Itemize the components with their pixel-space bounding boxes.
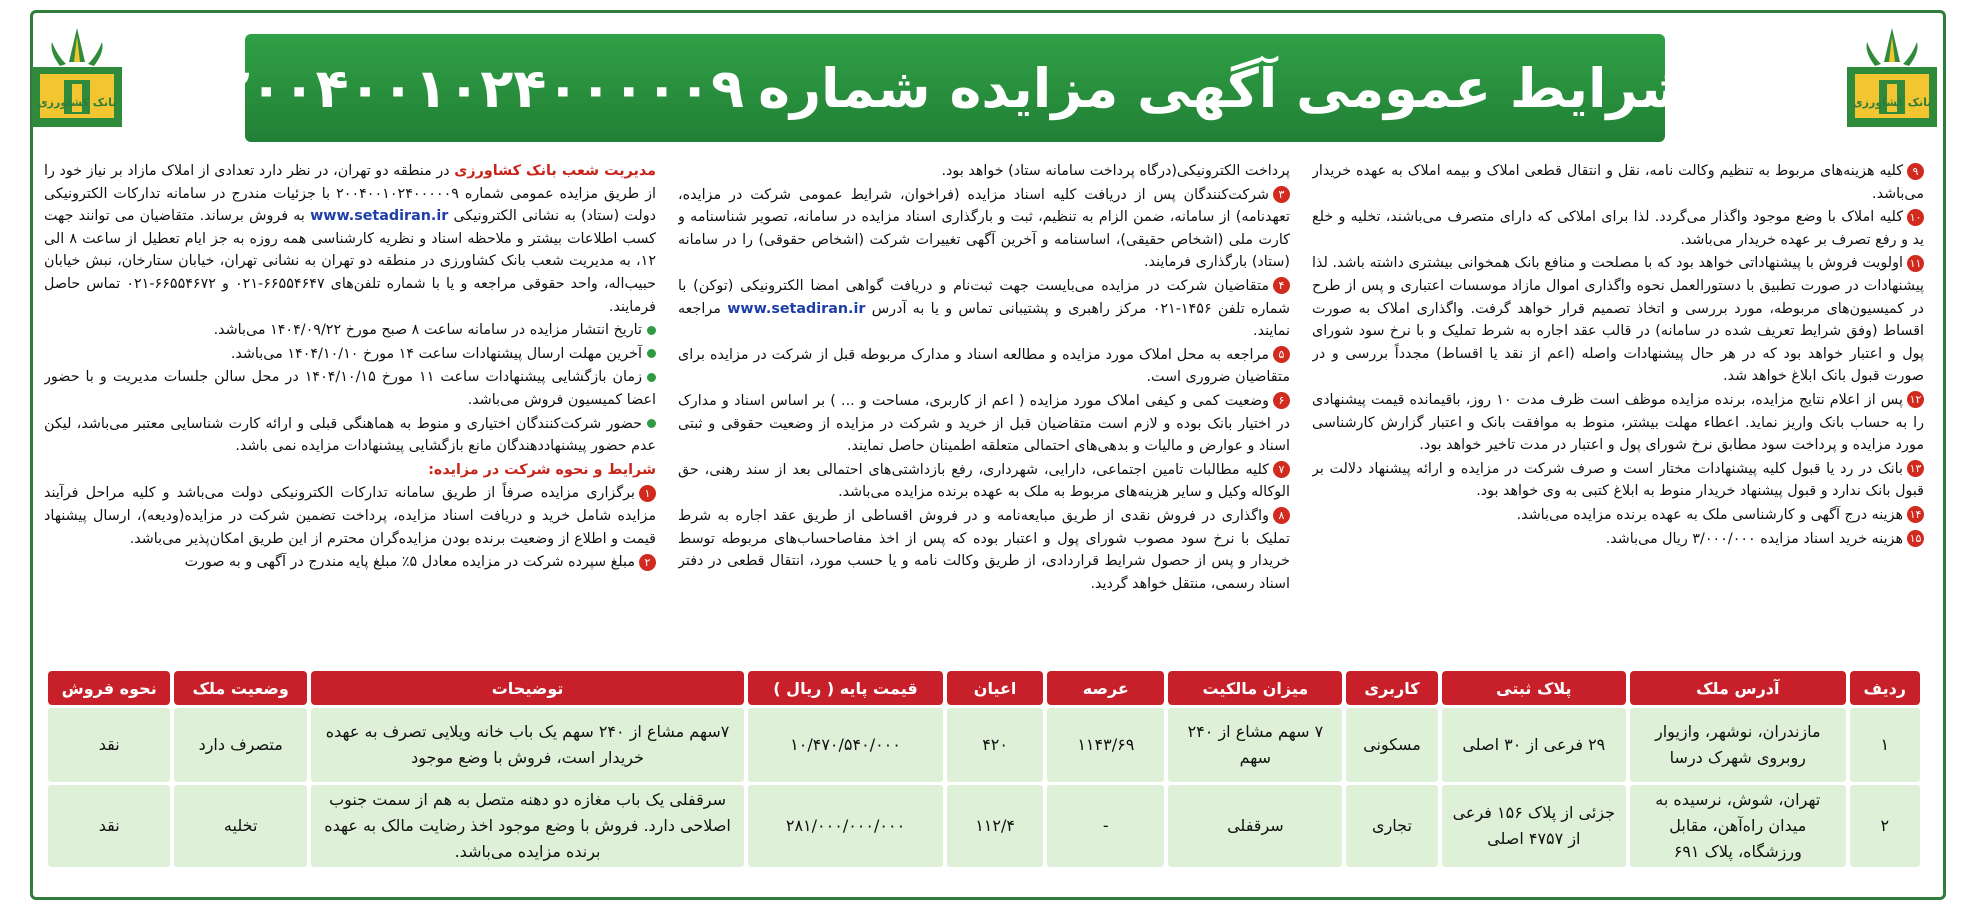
condition-text: کلیه هزینه‌های مربوط به تنظیم وکالت نامه، نقل و انتقال قطعی املاک و بیمه املاک به عهده خریدار می‌باشد.: [1312, 163, 1924, 202]
col-header-address: آدرس ملک: [1630, 671, 1846, 705]
condition-text: هزینه درج آگهی و کارشناسی ملک به عهده برنده مزایده می‌باشد.: [1516, 506, 1903, 523]
table-row: [48, 785, 1920, 867]
col-header-usage: کاربری: [1346, 671, 1437, 705]
intro-paragraph: [44, 160, 656, 318]
number-badge: ۱: [639, 485, 656, 502]
condition-text: برگزاری مزایده صرفاً از طریق سامانه تدارکات الکترونیکی دولت می‌باشد و کلیه مراحل فرآیند مزایده شامل خرید و دریافت اسناد مزایده، پرداخت تضمین شرکت در مزایده(ودیعه)، ارسال پیشنهاد قیمت و اطلاع از وضعیت برنده بودن مزایده‌گران محترم از این طریق امکان‌پذیر می‌باشد.: [44, 485, 656, 547]
cell-land: -: [1047, 785, 1164, 867]
condition-item-8: [678, 505, 1290, 595]
bullet-text: زمان بازگشایی پیشنهادات ساعت ۱۱ مورخ ۱۴۰۴/۱۰/۱۵ در محل سالن جلسات مدیریت و با حضور اعضا کمیسیون فروش می‌باشد.: [44, 369, 656, 408]
cell-ownership: سرقفلی: [1168, 785, 1342, 867]
number-badge: ۱۵: [1907, 530, 1924, 547]
property-table-wrap: [44, 668, 1924, 870]
intro-bank-name: مدیریت شعب بانک کشاورزی: [454, 163, 656, 179]
condition-item-1: [44, 482, 656, 550]
bullet-opening: [44, 366, 656, 411]
title-banner: [216, 34, 1694, 142]
number-badge: ۱۰: [1907, 209, 1924, 226]
condition-text: مبلغ سپرده شرکت در مزایده معادل ۵٪ مبلغ پایه مندرج در آگهی و به صورت: [184, 554, 635, 571]
condition-text: کلیه املاک با وضع موجود واگذار می‌گردد. لذا برای املاکی که دارای متصرف می‌باشند، تخلیه و خلع ید و رفع تصرف بر عهده خریدار می‌باشد.: [1312, 209, 1924, 248]
cell-plaque: جزئی از پلاک ۱۵۶ فرعی از ۴۷۵۷ اصلی: [1442, 785, 1626, 867]
number-badge: ۶: [1273, 392, 1290, 409]
bullet-icon: [647, 349, 656, 358]
cell-sale-type: نقد: [48, 785, 170, 867]
number-badge: ۷: [1273, 461, 1290, 478]
conditions-heading: شرایط و نحوه شرکت در مزایده:: [428, 461, 656, 478]
number-badge: ۱۴: [1907, 506, 1924, 523]
bank-logo-left-icon: [22, 22, 132, 132]
condition-item-9: [1312, 160, 1924, 205]
condition-text: واگذاری در فروش نقدی از طریق مبایعه‌نامه و در فروش اقساطی از طریق عقد اجاره به شرط تملیک با نرخ سود مصوب شورای پول و اعتبار بوده که پس از اخذ مفاصاحساب‌های مربوطه توسط خریدار و پس از حصول شرایط قراردادی، از طریق وکالت نامه و یا حسب مورد، انتقال قطعی در دفتر اسناد رسمی، منتقل خواهد گردید.: [678, 507, 1290, 592]
bullet-attendance: [44, 413, 656, 458]
bank-logo-right-caption: بانک کشاورزی: [1852, 96, 1932, 109]
number-badge: ۱۳: [1907, 460, 1924, 477]
col-header-plaque: پلاک ثبتی: [1442, 671, 1626, 705]
condition-item-6: [678, 390, 1290, 458]
condition-item-12: [1312, 389, 1924, 457]
col-header-base-price: قیمت پایه ( ریال ): [748, 671, 943, 705]
condition-text: کلیه مطالبات تامین اجتماعی، دارایی، شهرداری، رفع بازداشتی‌های احتمالی بعد از سند رهنی، حق الوکاله وکیل و سایر هزینه‌های مربوط به ملک به عهده برنده مزایده می‌باشد.: [678, 461, 1290, 501]
cell-base-price: ۱۰/۴۷۰/۵۴۰/۰۰۰: [748, 708, 943, 782]
cell-sale-type: نقد: [48, 708, 170, 782]
col-header-row-no: ردیف: [1850, 671, 1920, 705]
cell-building: ۴۲۰: [947, 708, 1043, 782]
bullet-text: آخرین مهلت ارسال پیشنهادات ساعت ۱۴ مورخ ۱۴۰۴/۱۰/۱۰ می‌باشد.: [230, 345, 642, 362]
cell-row-no: ۲: [1850, 785, 1920, 867]
bullet-publish-date: [44, 319, 656, 342]
col-header-description: توضیحات: [311, 671, 744, 705]
condition-item-3: [678, 184, 1290, 274]
page-title: شرایط عمومی آگهی مزایده شماره: [758, 56, 1694, 120]
condition-text: بانک در رد یا قبول کلیه پیشنهادات مختار است و صرف شرکت در مزایده و ارائه پیشنهاد دلالت بر قبول بانک ندارد و قبول پیشنهاد خریدار منوط به ابلاغ کتبی به وی خواهد بود.: [1312, 460, 1924, 500]
condition-item-5: [678, 344, 1290, 389]
condition-item-13: [1312, 458, 1924, 503]
table-header-row: [48, 671, 1920, 705]
condition-item-15: [1312, 528, 1924, 551]
number-badge: ۱۱: [1907, 255, 1924, 272]
cell-description: ۷سهم مشاع از ۲۴۰ سهم یک باب خانه ویلایی تصرف به عهده خریدار است، فروش با وضع موجود: [311, 708, 744, 782]
cell-status: متصرف دارد: [174, 708, 307, 782]
condition-text: هزینه خرید اسناد مزایده ۳/۰۰۰/۰۰۰ ریال می‌باشد.: [1605, 530, 1903, 547]
col-header-sale-type: نحوه فروش: [48, 671, 170, 705]
bullet-icon: [647, 373, 656, 382]
setad-link-2[interactable]: www.setadiran.ir: [727, 300, 866, 317]
cell-plaque: ۲۹ فرعی از ۳۰ اصلی: [1442, 708, 1626, 782]
bullet-icon: [647, 326, 656, 335]
cell-base-price: ۲۸۱/۰۰۰/۰۰۰/۰۰۰: [748, 785, 943, 867]
number-badge: ۳: [1273, 186, 1290, 203]
cell-description: سرقفلی یک باب مغازه دو دهنه متصل به هم از سمت جنوب اصلاحی دارد. فروش با وضع موجود اخذ رضایت مالک به عهده برنده مزایده می‌باشد.: [311, 785, 744, 867]
intro-text-end: به فروش برساند. متقاضیان می توانند جهت کسب اطلاعات بیشتر و ملاحظه اسناد و نظریه کارشناسی همه روزه به جز ایام تعطیل از ساعت ۸ الی ۱۲، به مدیریت شعب بانک کشاورزی در منطقه دو تهران به نشانی تهران، خیابان ستارخان، نبش خیابان حبیب‌اله، واحد حقوقی مراجعه و یا با شماره تلفن‌های ۶۶۵۵۴۶۴۷-۰۲۱ و ۶۶۵۵۴۶۷۲-۰۲۱ تماس حاصل فرمایند.: [44, 208, 656, 315]
column-right: [44, 160, 656, 650]
cell-ownership: ۷ سهم مشاع از ۲۴۰ سهم: [1168, 708, 1342, 782]
col-header-ownership: میزان مالکیت: [1168, 671, 1342, 705]
setad-link[interactable]: www.setadiran.ir: [310, 208, 449, 225]
condition-text: وضعیت کمی و کیفی املاک مورد مزایده ( اعم از کاربری، مساحت و ... ) بر اساس اسناد و مدارک در اختیار بانک بوده و لازم است متقاضیان قبل از خرید و شرکت در مزایده از وضعیت حقوقی و ثبتی اسناد و عوارض و مالیات و بدهی‌های احتمالی متعلقه اطمینان حاصل نمایند.: [678, 392, 1290, 455]
condition-item-7: [678, 459, 1290, 504]
number-badge: ۲: [639, 554, 656, 571]
bank-logo-right-icon: [1837, 22, 1947, 132]
bullet-icon: [647, 419, 656, 428]
number-badge: ۹: [1907, 163, 1924, 180]
condition-text: مراجعه به محل املاک مورد مزایده و مطالعه اسناد و مدارک مربوطه قبل از شرکت در مزایده برای متقاضیان ضروری است.: [678, 346, 1290, 386]
col-header-land: عرصه: [1047, 671, 1164, 705]
number-badge: ۵: [1273, 346, 1290, 363]
bullet-deadline: [44, 343, 656, 366]
cell-land: ۱۱۴۳/۶۹: [1047, 708, 1164, 782]
number-badge: ۸: [1273, 507, 1290, 524]
cell-status: تخلیه: [174, 785, 307, 867]
condition-item-4: [678, 275, 1290, 343]
column-middle: [678, 160, 1290, 650]
auction-number: ۲۰۰۴۰۰۱۰۲۴۰۰۰۰۰۹: [216, 56, 745, 120]
condition-text: شرکت‌کنندگان پس از دریافت کلیه اسناد مزایده (فراخوان، شرایط عمومی شرکت در مزایده، تعهدنامه) از سامانه، ضمن الزام به تنظیم، ثبت و بارگذاری اسناد مزایده در سامانه، تصویر شناسنامه و کارت ملی (اشخاص حقیقی)، اساسنامه و آخرین آگهی تغییرات شرکت (اشخاص حقوقی) را در سامانه (ستاد) بارگذاری فرمایند.: [678, 186, 1290, 271]
condition-item-2-cont: پرداخت الکترونیکی(درگاه پرداخت سامانه ستاد) خواهد بود.: [941, 163, 1290, 179]
condition-item-11: [1312, 252, 1924, 388]
bank-logo-left-caption: بانک کشاورزی: [37, 96, 117, 109]
cell-building: ۱۱۲/۴: [947, 785, 1043, 867]
condition-text: پس از اعلام نتایج مزایده، برنده مزایده موظف است ظرف مدت ۱۰ روز، باقیمانده قیمت پیشنهادی را به حساب بانک واریز نماید. اعطاء مهلت بیشتر، منوط به موافقت بانک و اعتبار گزارش کارشناسی مورد مزایده و پرداخت سود مطابق نرخ شورای پول و اعتبار در مدت تاخیر خواهد بود.: [1312, 391, 1924, 454]
number-badge: ۴: [1273, 277, 1290, 294]
intro-text: در منطقه دو تهران، در نظر دارد تعدادی از املاک مازاد بر نیاز خود را از طریق مزایده عمومی شماره ۲۰۰۴۰۰۱۰۲۴۰۰۰۰۰۹ با جزئیات مندرج در سامانه تدارکات الکترونیکی دولت (ستاد) به نشانی الکترونیکی: [44, 163, 656, 225]
condition-item-10: [1312, 206, 1924, 251]
bullet-text: حضور شرکت‌کنندگان اختیاری و منوط به هماهنگی قبلی و ارائه کارت شناسایی معتبر می‌باشد، لیکن عدم حضور پیشنهاددهندگان مانع بازگشایی پیشنهادات مزایده نمی باشد.: [44, 415, 656, 455]
cell-usage: تجاری: [1346, 785, 1437, 867]
condition-text: متقاضیان شرکت در مزایده می‌بایست جهت ثبت‌نام و دریافت گواهی امضا الکترونیکی (توکن) با شماره تلفن ۱۴۵۶-۰۲۱ مرکز راهبری و پشتیبانی تماس و یا به آدرس: [678, 277, 1290, 317]
cell-usage: مسکونی: [1346, 708, 1437, 782]
cell-row-no: ۱: [1850, 708, 1920, 782]
condition-text: اولویت فروش با پیشنهاداتی خواهد بود که با مصلحت و منافع بانک همخوانی بیشتری داشته باشد. لذا پیشنهادات در صورت تطبیق با دستورالعمل نحوه واگذاری اموال مازاد موسسات اعتباری و پس از طرح در کمیسیون‌های مربوطه، مورد بررسی و اتخاذ تصمیم قرار خواهد گرفت. واگذاری املاک به صورت اقساط (وفق شرایط تعریف شده در سامانه) در قالب عقد اجاره به شرط تملیک و با نرخ سود شورای پول و اعتبار خواهد بود که در هر حال پیشنهادات واصله (اعم از نقد یا اقساط) مجدداً بررسی و در صورت قبول بانک ابلاغ خواهد شد.: [1312, 255, 1924, 385]
bullet-text: تاریخ انتشار مزایده در سامانه ساعت ۸ صبح مورخ ۱۴۰۴/۰۹/۲۲ می‌باشد.: [213, 322, 642, 339]
condition-item-2: [44, 551, 656, 574]
column-left: [1312, 160, 1924, 650]
condition-item-14: [1312, 504, 1924, 527]
col-header-building: اعیان: [947, 671, 1043, 705]
cell-address: مازندران، نوشهر، وازیوار روبروی شهرک درسا: [1630, 708, 1846, 782]
table-row: [48, 708, 1920, 782]
cell-address: تهران، شوش، نرسیده به میدان راه‌آهن، مقابل ورزشگاه، پلاک ۶۹۱: [1630, 785, 1846, 867]
number-badge: ۱۲: [1907, 391, 1924, 408]
property-table: [44, 668, 1924, 870]
col-header-status: وضعیت ملک: [174, 671, 307, 705]
terms-columns: [44, 160, 1924, 650]
condition-text-end: مراجعه نمایند.: [678, 300, 1290, 340]
